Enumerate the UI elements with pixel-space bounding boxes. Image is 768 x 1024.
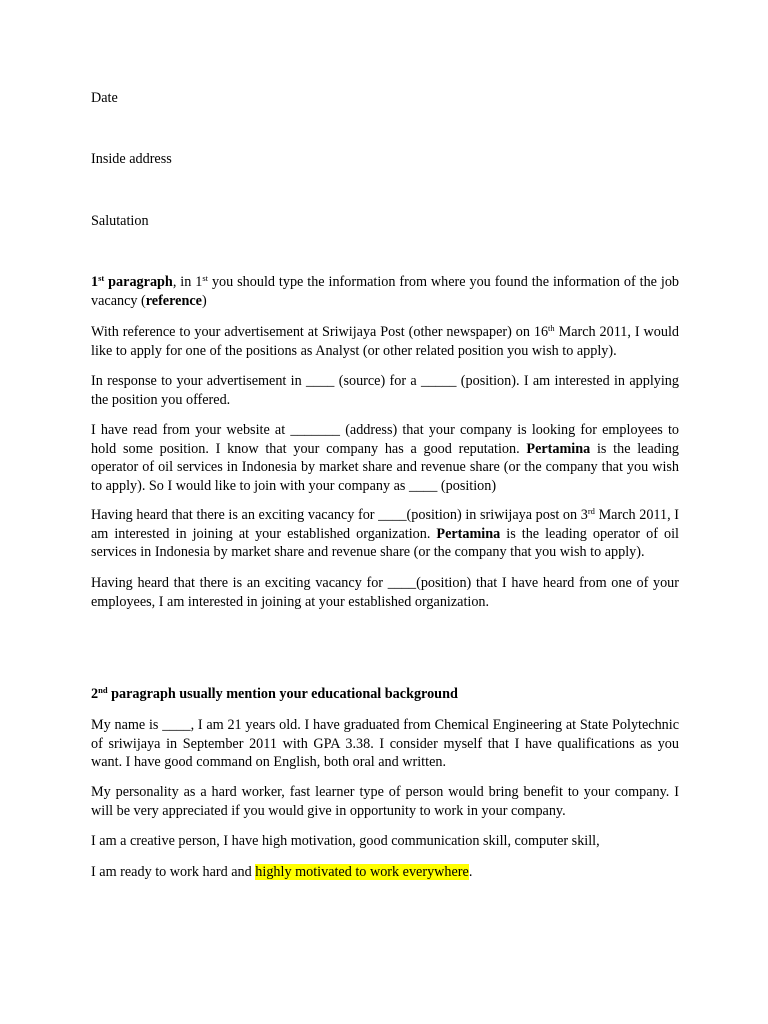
section2-paragraph-4 xyxy=(91,863,679,882)
section1-heading-sup: st xyxy=(98,273,105,284)
section1-heading-rest: you should type the information from where you found the information of the job vacancy ( xyxy=(91,274,680,309)
section1-p3-b: is the leading operator of oil services in Indonesia by market share and revenue share (or the company that you wish to apply). So I would like to join with your company as ____ (position) xyxy=(91,440,679,494)
section1-p4-sup: rd xyxy=(587,506,595,517)
section1-heading-bold: paragraph xyxy=(108,274,173,290)
section1-heading-mid-sup: st xyxy=(202,273,209,284)
section2-paragraph-1: My name is ____, I am 21 years old. I have graduated from Chemical Engineering at State Polytechnic of sriwijaya in September 2011 with GPA 3.38. I consider myself that I have qualifications as you want. I have good command on English, both oral and written. xyxy=(91,717,679,770)
section1-heading-num: 1 xyxy=(91,274,99,290)
section2-heading-sup: nd xyxy=(98,685,108,696)
section1-heading-mid: , in 1 xyxy=(172,274,203,290)
section1-p1-b: March 2011, I would like to apply for one of the positions as Analyst (or other related position you wish to apply). xyxy=(91,324,679,359)
section1-p3-bold: Pertamina xyxy=(526,440,591,457)
section1-paragraph-4 xyxy=(91,506,679,562)
highlighted-text: highly motivated to work everywhere xyxy=(255,864,469,880)
section1-heading xyxy=(91,273,679,310)
section2-paragraph-2: My personality as a hard worker, fast learner type of person would bring benefit to your company. I will be very appreciated if you would give in opportunity to work in your company. xyxy=(91,784,679,819)
section1-p4-c: is the leading operator of oil services in Indonesia by market share and revenue share (or the company that you wish to apply). xyxy=(91,525,679,560)
date-line: Date xyxy=(91,90,118,106)
section2-p4-a: I am ready to work hard and xyxy=(91,864,256,880)
section2-heading-rest: paragraph usually mention your educational background xyxy=(107,686,458,702)
section1-heading-close: ) xyxy=(201,292,207,309)
section1-p3-a: I have read from your website at _______ (address) that your company is looking for employees to hold some position. I know that your company has a good reputation. xyxy=(91,422,679,457)
section1-paragraph-1 xyxy=(91,323,679,360)
section1-p4-a: Having heard that there is an exciting vacancy for ____(position) in sriwijaya post on 3 xyxy=(91,507,588,523)
section2-heading-num: 2 xyxy=(91,686,99,702)
section1-p4-bold: Pertamina xyxy=(436,525,501,542)
salutation-line: Salutation xyxy=(91,213,149,229)
section2-p4-b: . xyxy=(468,864,473,880)
section1-heading-reference: reference xyxy=(145,292,202,309)
section1-paragraph-3 xyxy=(91,421,679,495)
section1-paragraph-2: In response to your advertisement in ____ (source) for a _____ (position). I am interested in applying the position you offered. xyxy=(91,373,679,408)
section1-p4-b: March 2011, I am interested in joining at your established organization. xyxy=(91,507,679,542)
section1-paragraph-5: Having heard that there is an exciting vacancy for ____(position) that I have heard from one of your employees, I am interested in joining at your established organization. xyxy=(91,575,679,610)
inside-address-line: Inside address xyxy=(91,151,172,167)
section1-p1-a: With reference to your advertisement at Sriwijaya Post (other newspaper) on 16 xyxy=(91,324,549,340)
section1-p1-sup: th xyxy=(548,323,555,334)
section2-paragraph-3: I am a creative person, I have high motivation, good communication skill, computer skill, xyxy=(91,833,600,849)
section2-heading xyxy=(91,685,679,704)
